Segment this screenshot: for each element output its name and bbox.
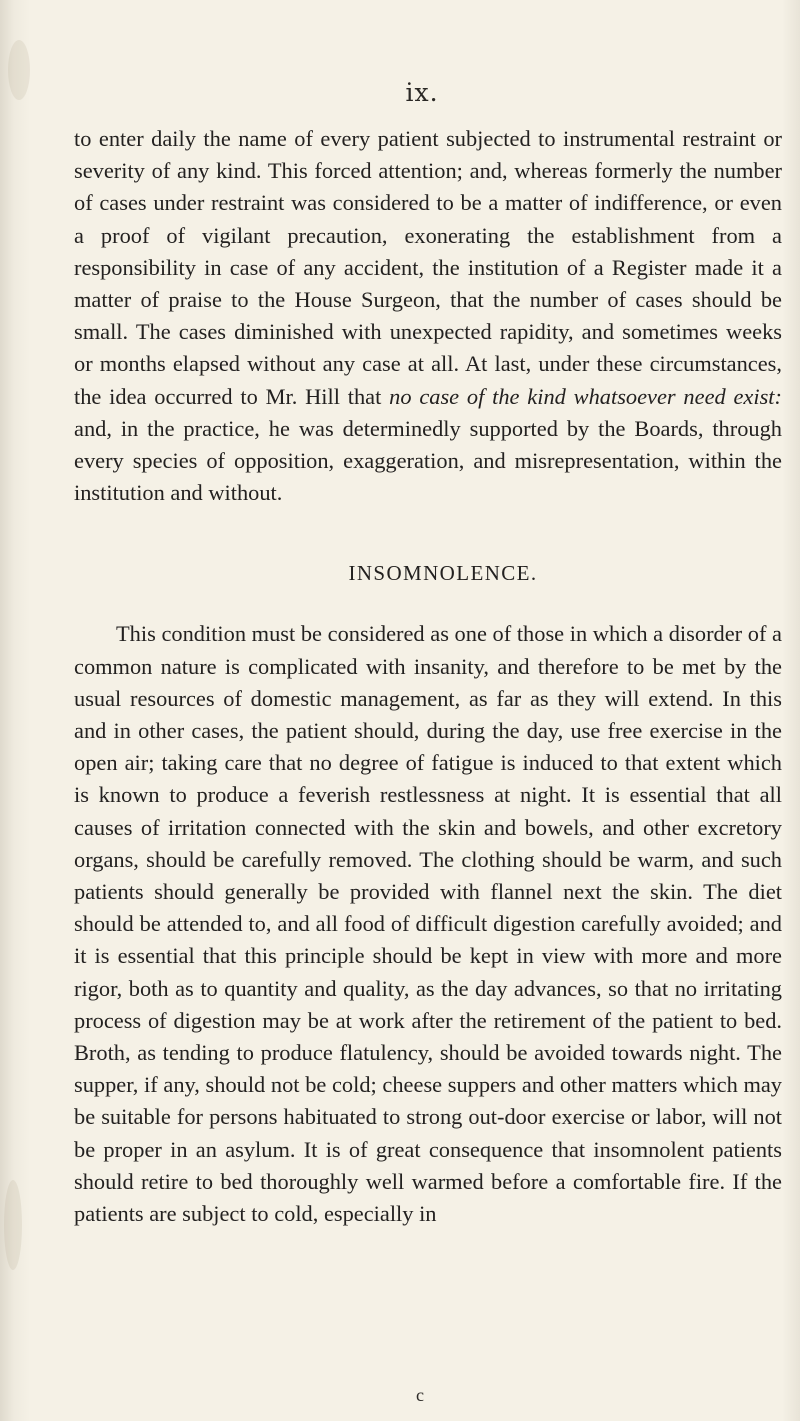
section-paragraph: This condition must be considered as one of those in which a disorder of a common nature is complicated with insanity, and therefore to be met by the usual resources of domestic management, as far as they will extend. In this and in other cases, the patient should, during the day, use free exercise in the open air; taking care that no degree of fatigue is induced to that extent which is known to produce a feverish restlessness at night. It is essential that all causes of irritation connected with the skin and bowels, and other excretory organs, should be carefully removed. The clothing should be warm, and such patients should generally be provided with flannel next the skin. The diet should be attended to, and all food of difficult digestion carefully avoided; and it is essential that this principle should be kept in view with more and more rigor, both as to quantity and quality, as the day advances, so that no irritating process of digestion may be at work after the retirement of the patient to bed. Broth, as tending to produce flatulency, should be avoided towards night. The supper, if any, should not be cold; cheese suppers and other matters which may be suitable for persons habituated to strong out-door exercise or labor, will not be proper in an asylum. It is of great consequence that insomnolent patients should retire to bed thoroughly well warmed before a comfortable fire. If the patients are subject to cold, especially in <box>74 621 782 1227</box>
signature-mark: c <box>416 1385 424 1405</box>
page-body <box>74 123 782 1230</box>
continuation-paragraph <box>74 123 782 509</box>
section-heading: INSOMNOLENCE. <box>348 561 538 586</box>
paragraph-text: to enter daily the name of every patient subjected to instrumental restraint or severity of any kind. This forced attention; and, whereas formerly the number of cases under restraint was considered to be a matter of indifference, or even a proof of vigilant precaution, exonerating the establishment from a responsibility in case of any accident, the institution of a Register made it a matter of praise to the House Surgeon, that the number of cases should be small. The cases diminished with unexpected rapidity, and sometimes weeks or months elapsed without any case at all. At last, under these circumstances, the idea occurred to Mr. Hill that <box>74 126 782 409</box>
paragraph-text-tail: and, in the practice, he was determinedly supported by the Boards, through every species of opposition, exaggeration, and misrepresentation, within the institution and without. <box>74 415 782 506</box>
emphasized-phrase: no case of the kind whatsoever need exist: <box>389 383 782 409</box>
page-number: ix. <box>405 78 439 107</box>
paper-stain <box>4 1180 22 1270</box>
